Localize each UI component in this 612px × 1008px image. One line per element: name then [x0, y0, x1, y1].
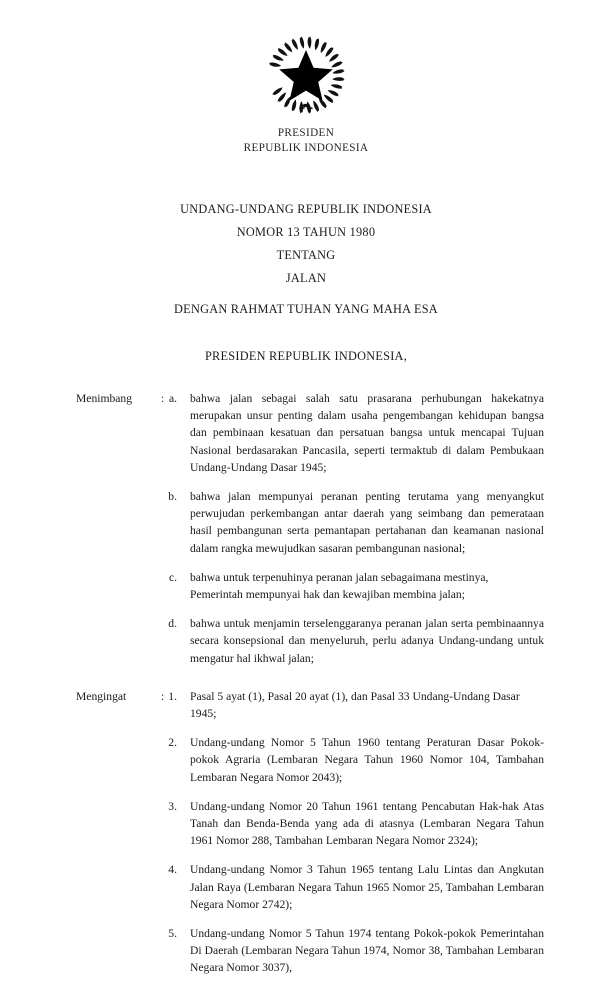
section-mengingat: [0, 688, 612, 977]
section-label-mengingat: Mengingat: [76, 689, 127, 703]
indonesian-presidential-seal-icon: [263, 32, 349, 118]
item-marker: 4.: [168, 863, 177, 877]
section-colon-menimbang: :: [161, 392, 165, 405]
title-tentang: TENTANG: [276, 248, 336, 262]
item-text: Undang-undang Nomor 5 Tahun 1974 tentang Pokok-pokok Pemerintahan Di Daerah (Lembaran Negara Tahun 1974, Nomor 38, Tambahan Lembaran Negara Nomor 3037),: [190, 927, 544, 975]
section-colon-mengingat: :: [161, 689, 165, 703]
list-item: [0, 569, 612, 603]
menimbang-item-list: [0, 390, 612, 667]
item-text: bahwa untuk terpenuhinya peranan jalan sebagaimana mestinya, Pemerintah mempunyai hak dan kewajiban membina jalan;: [190, 570, 489, 602]
list-item: [0, 615, 612, 667]
presidential-emblem-block: [0, 32, 612, 123]
item-text: Undang-undang Nomor 20 Tahun 1961 tentang Pencabutan Hak-hak Atas Tanah dan Benda-Benda yang ada di atasnya (Lembaran Negara Tahun 1961 Nomor 288, Tambahan Lembaran Negara Nomor 2324);: [190, 799, 544, 848]
item-text: bahwa jalan sebagai salah satu prasarana perhubungan hakekatnya merupakan unsur penting dalam usaha pengembangan kehidupan bangsa dan pembinaan kesatuan dan persatuan bangsa untuk mencapai Tujuan Nasional berdasarakan Pancasila, seperti termaktub di dalam Pembukaan Undang-Undang Dasar 1945;: [190, 392, 544, 474]
document-title-block: [0, 198, 612, 290]
title-subject: JALAN: [285, 271, 327, 285]
item-marker: c.: [168, 570, 177, 584]
item-marker: 1.: [168, 689, 177, 703]
president-authority-line: PRESIDEN REPUBLIK INDONESIA,: [204, 349, 408, 363]
header-line-presiden: PRESIDEN: [277, 127, 335, 139]
section-menimbang: [0, 390, 612, 667]
title-number-year: NOMOR 13 TAHUN 1980: [236, 225, 376, 239]
republic-header: [0, 126, 612, 156]
item-text: Pasal 5 ayat (1), Pasal 20 ayat (1), dan Pasal 33 Undang-Undang Dasar 1945;: [190, 689, 520, 721]
item-marker: 3.: [168, 799, 177, 813]
item-text: bahwa jalan mempunyai peranan penting terutama yang menyangkut perwujudan perkembangan antar daerah yang seimbang dan pemerataan hasil pembangunan serta pemantapan pertahanan dan keamanan nasional dalam rangka mewujudkan sasaran pembangunan nasional;: [190, 490, 544, 555]
header-line-republik-indonesia: REPUBLIK INDONESIA: [243, 142, 369, 154]
list-item: [0, 798, 612, 850]
list-item: [0, 390, 612, 476]
list-item: [0, 861, 612, 913]
item-marker: a.: [168, 392, 177, 405]
item-marker: 2.: [168, 736, 177, 750]
list-item: [0, 488, 612, 557]
item-marker: b.: [168, 490, 177, 504]
section-label-menimbang: Menimbang: [76, 392, 133, 405]
clause-sections: [0, 390, 612, 977]
title-law-type: UNDANG-UNDANG REPUBLIK INDONESIA: [180, 202, 432, 216]
item-marker: 5.: [168, 927, 177, 941]
list-item: [0, 734, 612, 786]
list-item: [0, 688, 612, 722]
mengingat-item-list: [0, 688, 612, 977]
list-item: [0, 925, 612, 977]
item-text: Undang-undang Nomor 3 Tahun 1965 tentang Lalu Lintas dan Angkutan Jalan Raya (Lembaran Negara Tahun 1965 Nomor 25, Tambahan Lembaran Negara Nomor 2742);: [190, 863, 544, 911]
decree-blessing-line: DENGAN RAHMAT TUHAN YANG MAHA ESA: [174, 302, 438, 316]
item-text: Undang-undang Nomor 5 Tahun 1960 tentang Peraturan Dasar Pokok-pokok Agraria (Lembaran Negara Tahun 1960 Nomor 104, Tambahan Lembaran Negara Nomor 2043);: [190, 736, 544, 784]
item-marker: d.: [168, 617, 177, 631]
item-text: bahwa untuk menjamin terselenggaranya peranan jalan serta pembinaannya secara konsepsional dan menyeluruh, perlu adanya Undang-undang untuk mengatur hal ikhwal jalan;: [190, 617, 544, 665]
